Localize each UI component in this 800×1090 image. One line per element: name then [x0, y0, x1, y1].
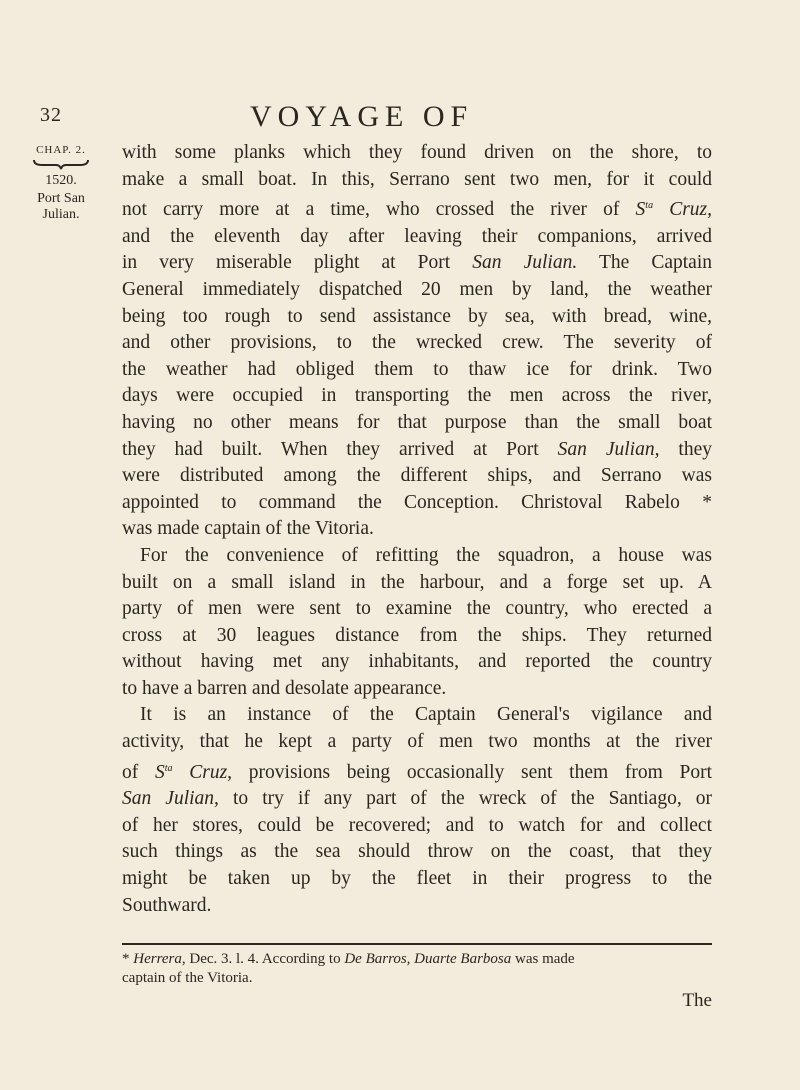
margin-note — [30, 142, 92, 223]
text-line: with some planks which they found driven on the shore, to — [122, 142, 712, 163]
text-line: of $S^{ta}$ Cruz, provisions being occasionally sent them from Port — [122, 761, 713, 783]
text-line: was made captain of the Vitoria. — [122, 518, 374, 540]
text-line: not carry more at a time, who crossed the river of $S^{ta}$ Cruz, — [122, 199, 713, 221]
margin-chapter: CHAP. 2. — [36, 144, 86, 156]
brace-ornament — [32, 158, 90, 170]
text-line: days were occupied in transporting the men across the river, — [122, 385, 712, 407]
footnote-divider — [122, 943, 712, 945]
text-line: party of men were sent to examine the country, who erected a — [122, 598, 712, 620]
text-line: cross at 30 leagues distance from the ships. They returned — [122, 624, 712, 646]
text-line: in very miserable plight at Port San Julian. The Captain — [122, 252, 712, 274]
footnote-line: * Herrera, Dec. 3. l. 4. According to De Barros, Duarte Barbosa was made — [122, 951, 575, 967]
text-line: make a small boat. In this, Serrano sent two men, for it could — [122, 168, 712, 190]
text-line: to have a barren and desolate appearance. — [122, 677, 447, 699]
text-line: and other provisions, to the wrecked crew. The severity of — [122, 332, 712, 354]
text-line: and the eleventh day after leaving their companions, arrived — [122, 225, 712, 247]
text-line: of her stores, could be recovered; and to watch for and collect — [122, 814, 712, 836]
margin-year: 1520. — [45, 173, 77, 188]
text-line: activity, that he kept a party of men two months at the river — [122, 731, 712, 753]
text-line: built on a small island in the harbour, and a forge set up. A — [122, 571, 712, 593]
text-line: the weather had obliged them to thaw ice for drink. Two — [122, 358, 712, 380]
text-line: appointed to command the Conception. Christoval Rabelo * — [122, 491, 712, 513]
text-line: having no other means for that purpose than the small boat — [122, 411, 712, 433]
text-line: were distributed among the different ships, and Serrano was — [122, 465, 712, 487]
footnote-line: captain of the Vitoria. — [122, 970, 253, 986]
text-line: It is an instance of the Captain General's vigilance and — [140, 704, 712, 726]
text-line: might be taken up by the fleet in their progress to the — [122, 868, 712, 890]
text-line: they had built. When they arrived at Port San Julian, they — [122, 438, 712, 460]
margin-place-line1: Port San — [37, 191, 85, 206]
text-line: General immediately dispatched 20 men by land, the weather — [122, 278, 712, 300]
catchword: The — [682, 990, 712, 1011]
text-line: such things as the sea should throw on the coast, that they — [122, 841, 712, 863]
text-line: Southward. — [122, 894, 212, 916]
margin-place-line2: Julian. — [42, 207, 80, 222]
footnote — [122, 950, 712, 988]
text-line: being too rough to send assistance by sea, with bread, wine, — [122, 305, 712, 327]
running-head: VOYAGE OF — [250, 100, 474, 133]
body-text — [122, 140, 712, 919]
page-number: 32 — [40, 104, 62, 126]
text-line: without having met any inhabitants, and reported the country — [122, 651, 712, 673]
text-line: San Julian, to try if any part of the wreck of the Santiago, or — [122, 788, 712, 810]
text-line: For the convenience of refitting the squadron, a house was — [140, 544, 712, 566]
